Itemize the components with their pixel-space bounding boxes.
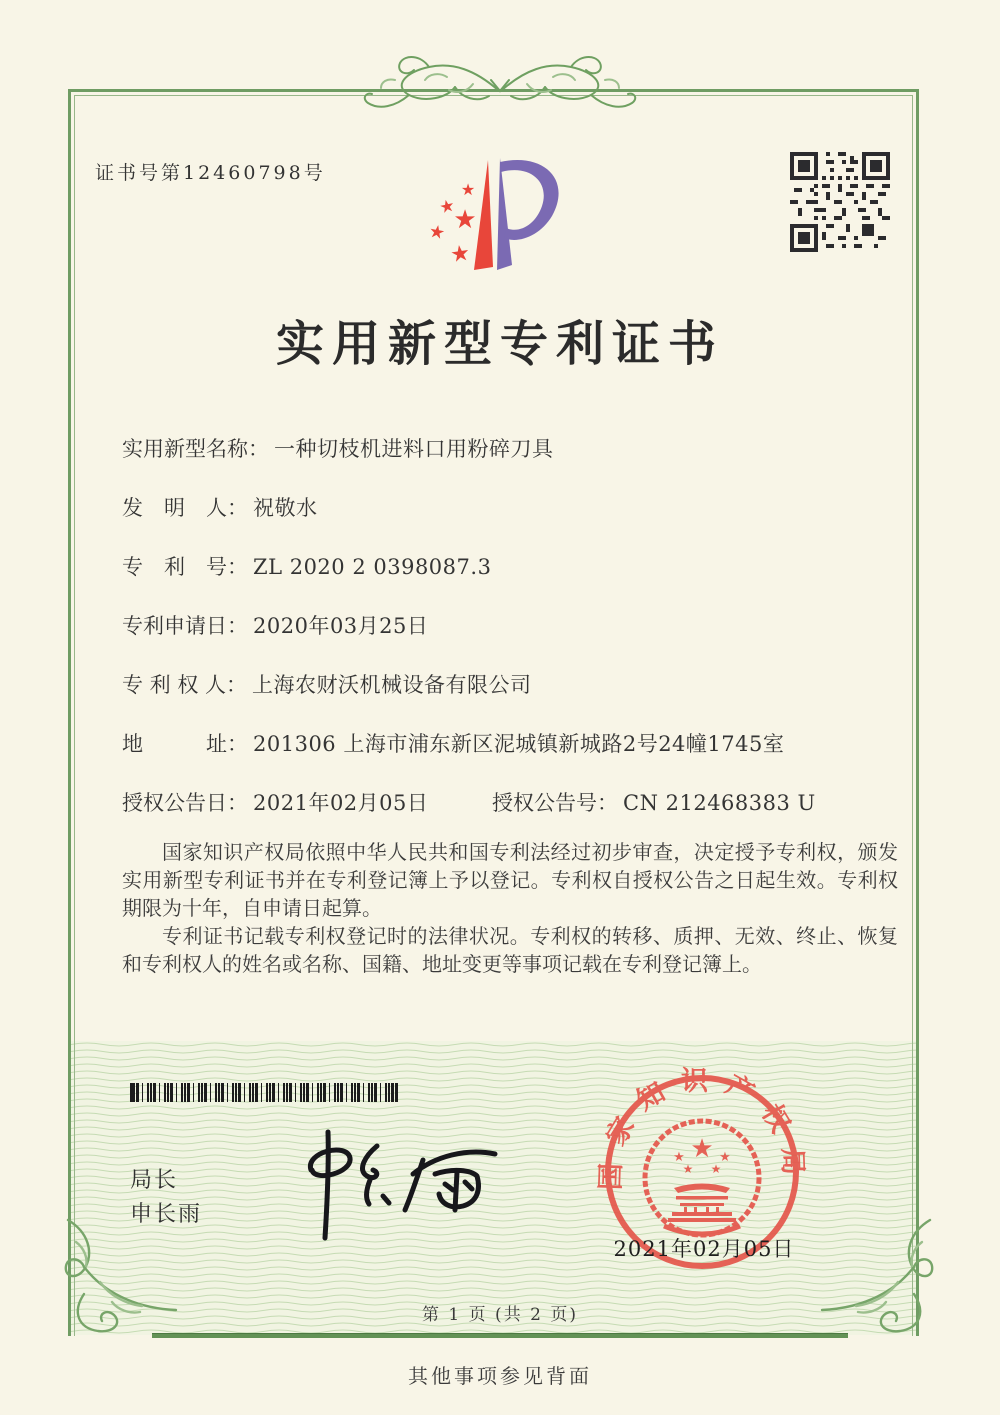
page-number: 第 1 页 (共 2 页) [422,1305,578,1325]
legal-paragraph-1: 国家知识产权局依照中华人民共和国专利法经过初步审查，决定授予专利权，颁发实用新型专利证书并在专利登记簿上予以登记。专利权自授权公告之日起生效。专利权期限为十年，自申请日起算。 [122,840,898,920]
field-label: 专 利 号： [122,555,248,579]
field-row-patent-no [122,554,491,580]
svg-text:★: ★ [673,1150,685,1165]
svg-text:★: ★ [427,220,447,245]
field-value: CN 212468383 U [623,791,816,815]
field-label: 发 明 人： [122,496,248,520]
national-emblem-icon [645,1121,759,1235]
qr-code-icon [790,152,890,252]
field-row-name [122,436,554,462]
top-ornament [335,44,665,124]
svg-text:★: ★ [448,240,472,269]
svg-text:★: ★ [460,180,476,199]
legal-paragraph-2: 专利证书记载专利权登记时的法律状况。专利权的转移、质押、无效、终止、恢复和专利权人的姓名或名称、国籍、地址变更等事项记载在专利登记簿上。 [122,924,898,976]
field-value: 201306 上海市浦东新区泥城镇新城路2号24幢1745室 [253,732,785,756]
legal-text-block [122,838,898,978]
back-note: 其他事项参见背面 [408,1364,592,1388]
field-value: 祝敬水 [253,496,318,520]
field-row-grant-date [122,790,428,816]
bottom-border-line [152,1333,848,1338]
svg-text:★: ★ [437,195,457,219]
field-row-filing-date [122,613,428,639]
field-row-inventor [122,495,318,521]
svg-text:★: ★ [719,1150,731,1165]
field-label: 专 利 权 人： [122,673,248,697]
svg-text:★: ★ [682,1162,694,1176]
director-name: 申长雨 [130,1202,203,1227]
field-value: ZL 2020 2 0398087.3 [253,555,492,579]
certificate-title: 实用新型专利证书 [275,316,724,372]
seal-date: 2021年02月05日 [613,1237,795,1261]
svg-text:★: ★ [453,205,477,235]
barcode-icon [130,1083,398,1102]
field-label: 地 址： [122,732,248,756]
field-label: 专利申请日： [122,614,248,638]
handwritten-signature-icon [295,1126,530,1261]
field-row-address [122,731,784,757]
field-row-grant-no [492,790,816,816]
logo-purple-p [497,158,559,270]
field-label: 授权公告号： [492,791,618,815]
svg-text:★: ★ [710,1162,722,1176]
logo-stars [427,180,477,268]
field-value: 2020年03月25日 [253,614,429,638]
certificate-number: 证书号第12460798号 [95,162,326,184]
field-label: 授权公告日： [122,791,248,815]
field-value: 上海农财沃机械设备有限公司 [252,673,532,697]
seal-ring-text: 国家知识产权局 [595,1066,809,1191]
svg-text:★: ★ [690,1134,714,1164]
logo-red-wedge [474,160,493,270]
director-title-label: 局长 [130,1168,179,1193]
cnipa-logo-icon [416,146,584,296]
field-value: 一种切枝机进料口用粉碎刀具 [274,437,554,461]
field-label: 实用新型名称： [122,437,269,461]
field-value: 2021年02月05日 [253,791,429,815]
field-row-patentee [122,672,532,698]
